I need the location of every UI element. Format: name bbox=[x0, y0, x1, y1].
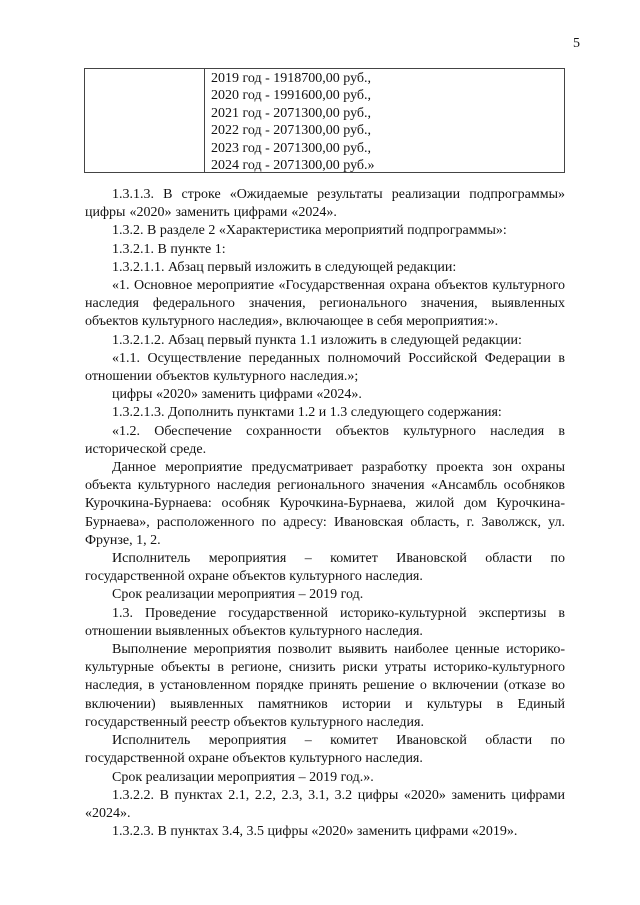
paragraph: 1.3.2.1. В пункте 1: bbox=[112, 241, 226, 257]
budget-row-2021: 2021 год - 2071300,00 руб., bbox=[211, 105, 372, 121]
paragraph: 1.3.2. В разделе 2 «Характеристика мероприятий подпрограммы»: bbox=[112, 223, 507, 239]
document-body bbox=[85, 186, 565, 841]
budget-table bbox=[84, 68, 565, 173]
table-budget-cell bbox=[211, 70, 560, 174]
paragraph: 1.3.2.2. В пунктах 2.1, 2.2, 2.3, 3.1, 3.2 цифры «2020» заменить цифрами «2024». bbox=[85, 787, 565, 821]
budget-row-2023: 2023 год - 2071300,00 руб., bbox=[211, 140, 372, 156]
paragraph: цифры «2020» заменить цифрами «2024». bbox=[112, 387, 362, 403]
paragraph: Данное мероприятие предусматривает разработку проекта зон охраны объекта культурного наследия регионального значения «Ансамбль особняков Курочкина-Бурнаева: особняк Курочкина-Бурнаева, жилой дом Курочкина-Бурнаева», расположенного по адресу: Ивановская область, г. Заволжск, ул. Фрунзе, 1, 2. bbox=[85, 460, 565, 548]
paragraph: Срок реализации мероприятия – 2019 год.». bbox=[112, 769, 374, 785]
paragraph: 1.3. Проведение государственной историко-культурной экспертизы в отношении выявленных объектов культурного наследия. bbox=[85, 605, 565, 639]
paragraph: Выполнение мероприятия позволит выявить наиболее ценные историко-культурные объекты в регионе, снизить риски утраты историко-культурного наследия, в установленном порядке принять решение о включении (отказе во включении) выявленных памятников истории и культуры в Единый государственный реестр объектов культурного наследия. bbox=[85, 642, 565, 730]
paragraph: 1.3.1.3. В строке «Ожидаемые результаты реализации подпрограммы» цифры «2020» заменить цифрами «2024». bbox=[85, 187, 565, 221]
budget-row-2024: 2024 год - 2071300,00 руб.» bbox=[211, 158, 375, 174]
paragraph: 1.3.2.1.1. Абзац первый изложить в следующей редакции: bbox=[112, 259, 457, 275]
paragraph: Исполнитель мероприятия – комитет Ивановской области по государственной охране объектов культурного наследия. bbox=[85, 551, 565, 585]
paragraph: 1.3.2.3. В пунктах 3.4, 3.5 цифры «2020» заменить цифрами «2019». bbox=[112, 824, 518, 840]
budget-row-2020: 2020 год - 1991600,00 руб., bbox=[211, 88, 372, 104]
paragraph: Исполнитель мероприятия – комитет Ивановской области по государственной охране объектов культурного наследия. bbox=[85, 733, 565, 767]
table-empty-cell bbox=[85, 69, 205, 172]
paragraph: 1.3.2.1.2. Абзац первый пункта 1.1 изложить в следующей редакции: bbox=[112, 332, 522, 348]
paragraph: «1.2. Обеспечение сохранности объектов культурного наследия в исторической среде. bbox=[85, 423, 565, 457]
paragraph: Срок реализации мероприятия – 2019 год. bbox=[112, 587, 364, 603]
paragraph: «1.1. Осуществление переданных полномочий Российской Федерации в отношении объектов культурного наследия.»; bbox=[85, 350, 565, 385]
paragraph: «1. Основное мероприятие «Государственная охрана объектов культурного наследия федерального значения, регионального значения, выявленных объектов культурного наследия», включающее в себя мероприятия:». bbox=[85, 278, 565, 330]
budget-row-2019: 2019 год - 1918700,00 руб., bbox=[211, 71, 372, 86]
budget-row-2022: 2022 год - 2071300,00 руб., bbox=[211, 123, 372, 139]
paragraph: 1.3.2.1.3. Дополнить пунктами 1.2 и 1.3 следующего содержания: bbox=[112, 405, 502, 421]
page-number: 5 bbox=[573, 36, 580, 51]
